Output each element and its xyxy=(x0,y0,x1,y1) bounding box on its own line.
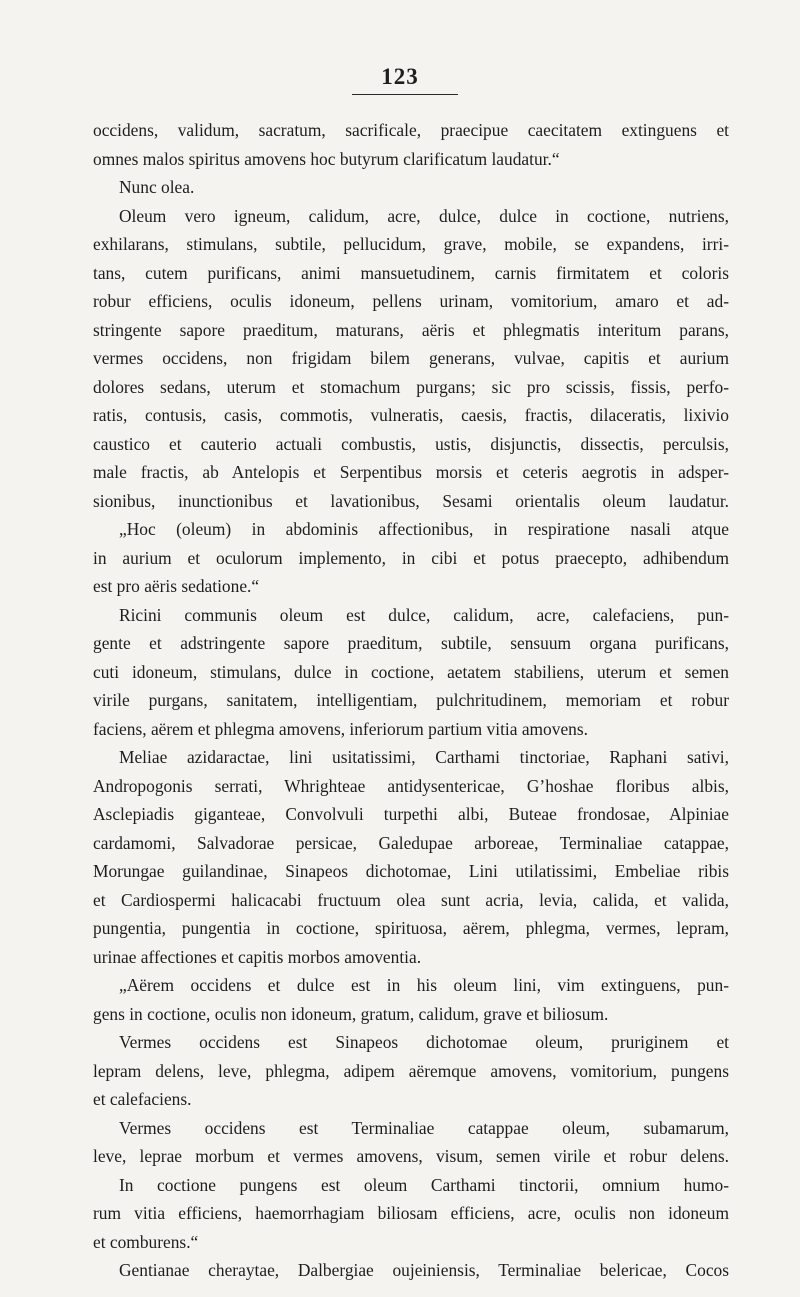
text-line: „Hoc (oleum) in abdominis affectionibus, in respiratione nasali atque xyxy=(119,519,729,539)
text-line: gente et adstringente sapore praeditum, subtile, sensuum organa purificans, xyxy=(93,633,729,653)
text-line: rum vitia efficiens, haemorrhagiam biliosam efficiens, acre, oculis non idoneum xyxy=(93,1203,729,1223)
text-line: Andropogonis serrati, Whrighteae antidysentericae, G’hoshae floribus albis, xyxy=(93,775,729,796)
text-line: Ricini communis oleum est dulce, calidum, acre, calefaciens, pun- xyxy=(119,604,729,625)
text-line: Asclepiadis giganteae, Convolvuli turpethi albi, Buteae frondosae, Alpiniae xyxy=(93,804,729,824)
text-line: omnes malos spiritus amovens hoc butyrum clarificatum laudatur.“ xyxy=(93,148,560,169)
text-line: ratis, contusis, casis, commotis, vulneratis, caesis, fractis, dilaceratis, lixivio xyxy=(93,405,729,425)
text-line: leve, leprae morbum et vermes amovens, visum, semen virile et robur delens. xyxy=(93,1146,729,1166)
text-line: et Cardiospermi halicacabi fructuum olea sunt acria, levia, calida, et valida, xyxy=(93,889,729,910)
text-line: sionibus, inunctionibus et lavationibus, Sesami orientalis oleum laudatur. xyxy=(93,490,729,511)
text-line: in aurium et oculorum implemento, in cibi et potus praecepto, adhibendum xyxy=(93,547,729,568)
text-line: Gentianae cheraytae, Dalbergiae oujeiniensis, Terminaliae belericae, Cocos xyxy=(119,1260,729,1280)
text-line: Oleum vero igneum, calidum, acre, dulce, dulce in coctione, nutriens, xyxy=(119,205,729,226)
text-line: est pro aëris sedatione.“ xyxy=(93,576,260,596)
text-line: gens in coctione, oculis non idoneum, gratum, calidum, grave et biliosum. xyxy=(93,1003,609,1024)
text-line: faciens, aërem et phlegma amovens, inferiorum partium vitia amovens. xyxy=(93,718,588,739)
text-line: caustico et cauterio actuali combustis, ustis, disjunctis, dissectis, perculsis, xyxy=(93,433,729,454)
text-line: tans, cutem purificans, animi mansuetudinem, carnis firmitatem et coloris xyxy=(93,262,729,283)
text-line: occidens, validum, sacratum, sacrificale, praecipue caecitatem extinguens et xyxy=(93,120,729,140)
text-line: vermes occidens, non frigidam bilem generans, vulvae, capitis et aurium xyxy=(93,348,729,368)
text-line: „Aërem occidens et dulce est in his oleum lini, vim extinguens, pun- xyxy=(119,975,729,995)
text-line: male fractis, ab Antelopis et Serpentibus morsis et ceteris aegrotis in adsper- xyxy=(93,462,729,482)
text-line: exhilarans, stimulans, subtile, pellucidum, grave, mobile, se expandens, irri- xyxy=(93,234,729,254)
text-line: et calefaciens. xyxy=(93,1089,192,1109)
header-rule xyxy=(352,94,458,95)
text-line: cuti idoneum, stimulans, dulce in coctione, aetatem stabiliens, uterum et semen xyxy=(93,661,729,682)
text-line: robur efficiens, oculis idoneum, pellens urinam, vomitorium, amaro et ad- xyxy=(93,291,729,311)
text-line: urinae affectiones et capitis morbos amoventia. xyxy=(93,946,422,967)
text-line: In coctione pungens est oleum Carthami tinctorii, omnium humo- xyxy=(119,1174,729,1195)
text-line: lepram delens, leve, phlegma, adipem aëremque amovens, vomitorium, pungens xyxy=(93,1060,729,1081)
text-line: dolores sedans, uterum et stomachum purgans; sic pro scissis, fissis, perfo- xyxy=(93,376,729,397)
text-line: pungentia, pungentia in coctione, spirituosa, aërem, phlegma, vermes, lepram, xyxy=(93,918,729,938)
text-line: et comburens.“ xyxy=(93,1231,199,1252)
text-line: Vermes occidens est Terminaliae catappae oleum, subamarum, xyxy=(119,1117,729,1138)
section-heading: Nunc olea. xyxy=(119,177,195,197)
text-line: Morungae guilandinae, Sinapeos dichotomae, Lini utilatissimi, Embeliae ribis xyxy=(93,861,729,881)
text-line: cardamomi, Salvadorae persicae, Galedupae arboreae, Terminaliae catappae, xyxy=(93,832,729,853)
text-line: Vermes occidens est Sinapeos dichotomae oleum, pruriginem et xyxy=(119,1032,729,1052)
body-text xyxy=(93,116,729,1285)
text-line: virile purgans, sanitatem, intelligentiam, pulchritudinem, memoriam et robur xyxy=(93,690,729,710)
page-number: 123 xyxy=(381,64,419,89)
text-line: Meliae azidaractae, lini usitatissimi, Carthami tinctoriae, Raphani sativi, xyxy=(119,747,729,767)
text-line: stringente sapore praeditum, maturans, aëris et phlegmatis interitum parans, xyxy=(93,319,729,340)
